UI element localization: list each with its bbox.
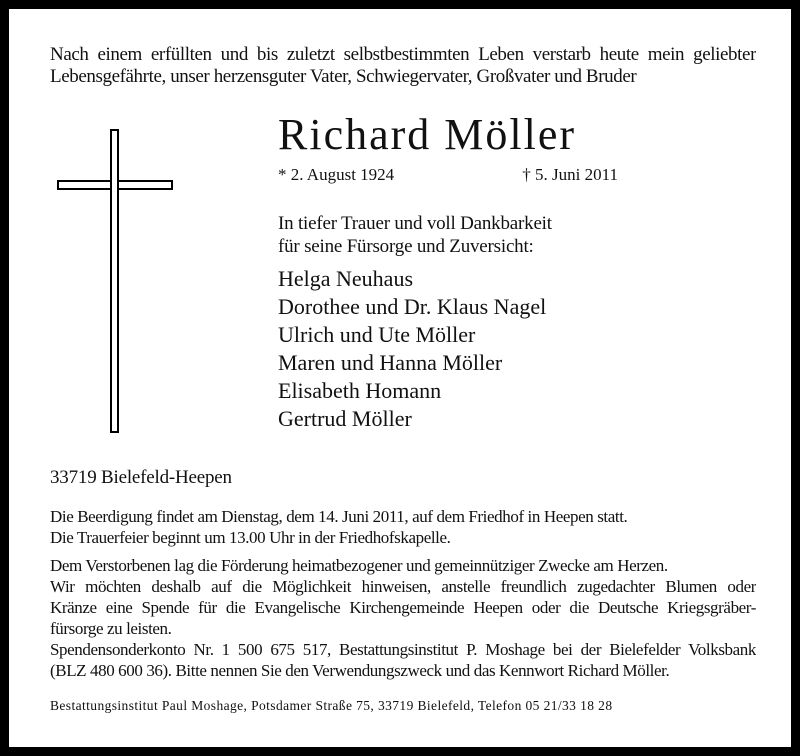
mourner-name: Ulrich und Ute Möller xyxy=(278,322,476,347)
donation-paragraph xyxy=(50,555,756,681)
details-section xyxy=(50,506,756,681)
funeral-line-1: Die Beerdigung findet am Dienstag, dem 14. Juni 2011, auf dem Friedhof in Heepen statt. xyxy=(50,507,628,526)
funeral-paragraph xyxy=(50,506,756,548)
deceased-name: Richard Möller xyxy=(278,110,577,159)
mourning-line-1: In tiefer Trauer und voll Dankbarkeit xyxy=(278,213,552,234)
funeral-home-footer: Bestattungsinstitut Paul Moshage, Potsdamer Straße 75, 33719 Bielefeld, Telefon 05 21/33 18 28 xyxy=(50,698,613,713)
mourner-name: Maren und Hanna Möller xyxy=(278,350,503,375)
intro-paragraph xyxy=(50,44,756,88)
donation-line-6: (BLZ 480 600 36). Bitte nennen Sie den Verwendungszweck und das Kennwort Richard Möller. xyxy=(50,661,670,680)
donation-line-5: Spendensonderkonto Nr. 1 500 675 517, Bestattungsinstitut P. Moshage bei der Bielefelder Volksbank xyxy=(50,640,756,659)
mourning-statement xyxy=(278,212,618,258)
life-dates xyxy=(278,165,618,185)
mourner-name: Helga Neuhaus xyxy=(278,266,414,291)
cross-icon xyxy=(44,117,180,439)
mourning-line-2: für seine Fürsorge und Zuversicht: xyxy=(278,236,534,257)
donation-line-2: Wir möchten deshalb auf die Möglichkeit hinweisen, anstelle freundlich zugedachter Blumen oder xyxy=(50,577,756,596)
deceased-section xyxy=(278,110,618,433)
donation-line-1: Dem Verstorbenen lag die Förderung heimatbezogener und gemeinnütziger Zwecke am Herzen. xyxy=(50,556,668,575)
location-line: 33719 Bielefeld-Heepen xyxy=(50,467,232,488)
mourner-name: Gertrud Möller xyxy=(278,406,412,431)
intro-line-1: Nach einem erfüllten und bis zuletzt selbstbestimmten Leben verstarb heute mein geliebter xyxy=(50,44,756,65)
mourners-list xyxy=(278,265,618,433)
donation-line-4: fürsorge zu leisten. xyxy=(50,619,172,638)
intro-line-2: Lebensgefährte, unser herzensguter Vater, Schwiegervater, Großvater und Bruder xyxy=(50,66,637,87)
donation-line-3: Kränze eine Spende für die Evangelische Kirchengemeinde Heepen oder die Deutsche Kriegsgräber- xyxy=(50,598,756,617)
mourner-name: Elisabeth Homann xyxy=(278,378,442,403)
death-date: † 5. Juni 2011 xyxy=(522,165,618,184)
birth-date: * 2. August 1924 xyxy=(278,165,395,184)
funeral-line-2: Die Trauerfeier beginnt um 13.00 Uhr in der Friedhofskapelle. xyxy=(50,528,451,547)
mourner-name: Dorothee und Dr. Klaus Nagel xyxy=(278,294,547,319)
